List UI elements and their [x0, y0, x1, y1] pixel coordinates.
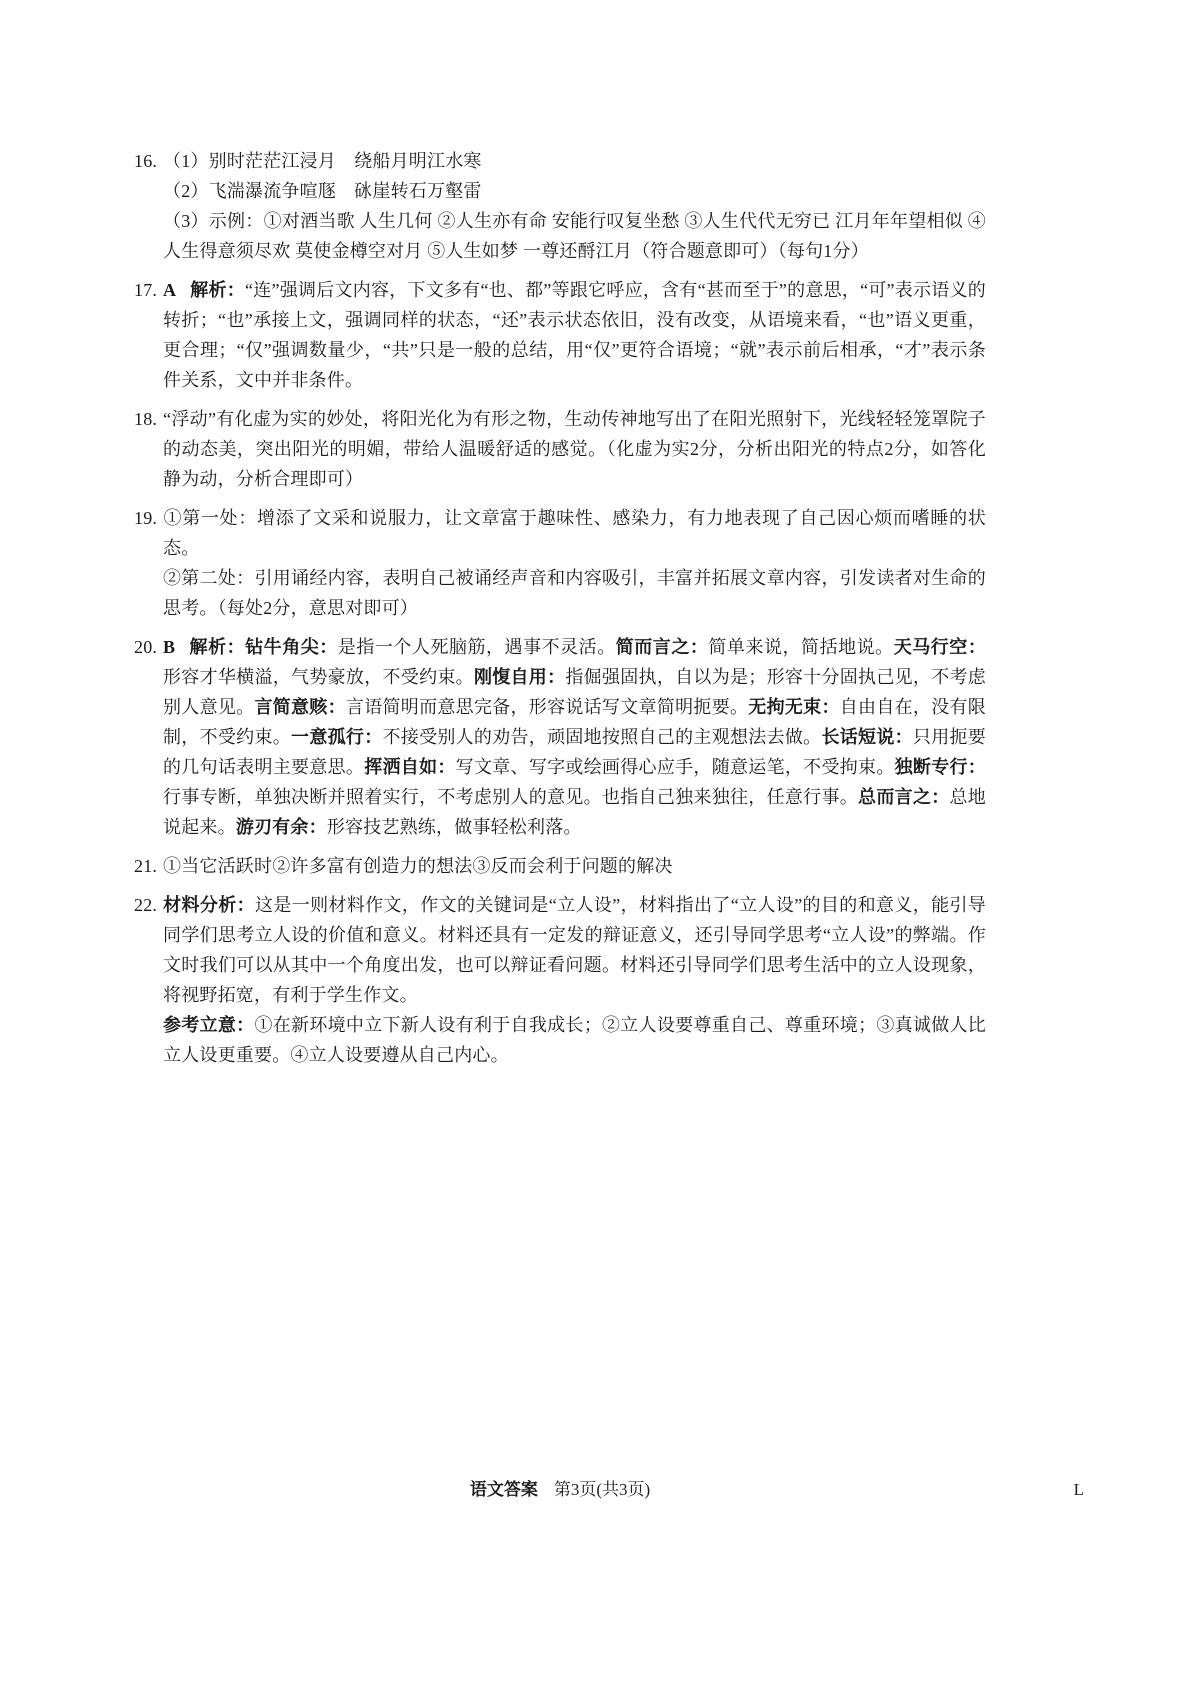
idiom-definition: 简单来说，简括地说。 [708, 637, 894, 657]
idiom-term: 独断专行： [894, 757, 987, 777]
footer-page-number: 第3页(共3页) [553, 1480, 651, 1499]
answer-22-material-analysis [134, 890, 987, 1010]
answer-21-body: ①当它活跃时②许多富有创造力的想法③反而会利于问题的解决 [163, 856, 673, 876]
question-number-19: 19. [134, 508, 158, 528]
answer-22-reference-ideas [163, 1010, 986, 1070]
question-number-17: 17. [134, 280, 158, 300]
answer-16-part-1: （1）别时茫茫江浸月 绕船月明江水寒 [163, 151, 482, 171]
answer-17-text [134, 275, 986, 395]
idiom-term: 挥洒自如： [364, 757, 456, 777]
answer-19-point-1: ①第一处：增添了文采和说服力，让文章富于趣味性、感染力，有力地表现了自己因心烦而嗜睡的状态。 [163, 508, 986, 558]
analysis-label: 解析： [189, 637, 246, 657]
footer-doc-title: 语文答案 [469, 1480, 538, 1499]
answer-17 [134, 275, 986, 395]
answer-20-choice: B [163, 637, 176, 657]
answer-16-part-2: （2）飞湍瀑流争喧豗 砯崖转石万壑雷 [163, 181, 482, 201]
answer-17-choice: A [163, 280, 177, 300]
reference-ideas-label: 参考立意： [163, 1015, 255, 1035]
answer-19-part-1 [134, 503, 986, 563]
idiom-term: 钻牛角尖： [245, 637, 338, 657]
question-number-21: 21. [134, 856, 158, 876]
idiom-definition: 自由自在，没有限制，不受约束。 [163, 697, 986, 747]
question-number-16: 16. [134, 151, 158, 171]
analysis-label: 解析： [190, 280, 245, 300]
answer-18 [134, 404, 986, 494]
answer-18-text [134, 404, 986, 494]
idiom-term: 总而言之： [858, 787, 950, 807]
idiom-definition: 形容技艺熟练，做事轻松利落。 [326, 817, 582, 837]
footer-text [134, 1478, 986, 1502]
material-analysis-text: 这是一则材料作文，作文的关键词是“立人设”，材料指出了“立人设”的目的和意义，能引导同学们思考立人设的价值和意义。材料还具有一定发的辩证意义，还引导同学思考“立人设”的弊端。作文时我们可以从其中一个角度出发，也可以辩证看问题。材料还引导同学们思考生活中的立人设现象，将视野拓宽，有利于学生作文。 [163, 895, 987, 1005]
answer-16-part-3: （3）示例：①对酒当歌 人生几何 ②人生亦有命 安能行叹复坐愁 ③人生代代无穷已 江月年年望相似 ④人生得意须尽欢 莫使金樽空对月 ⑤人生如梦 一尊还酹江月（符合题意即可）（每句1分） [163, 211, 986, 261]
idiom-term: 游刃有余： [235, 817, 327, 837]
answer-16-line-1 [134, 146, 986, 176]
idiom-term: 无拘无束： [748, 697, 840, 717]
idiom-definition: 是指一个人死脑筋，遇事不灵活。 [337, 637, 616, 657]
answer-20 [134, 632, 986, 842]
idiom-definition: 行事专断，单独决断并照着实行，不考虑别人的意见。也指自己独来独往，任意行事。 [163, 787, 859, 807]
idiom-definition: 不接受别人的劝告，顽固地按照自己的主观想法去做。 [382, 727, 822, 747]
answer-sheet-content [134, 146, 986, 1079]
answer-21-text [134, 851, 986, 881]
idiom-term: 一意孤行： [291, 727, 383, 747]
answer-17-analysis: “连”强调后文内容，下文多有“也、都”等跟它呼应，含有“甚而至于”的意思，“可”表示语义的转折；“也”承接上文，强调同样的状态，“还”表示状态依旧，没有改变，从语境来看，“也”语义更重，更合理；“仅”强调数量少，“共”只是一般的总结，用“仅”更符合语境；“就”表示前后相承，“才”表示条件关系，文中并非条件。 [163, 280, 986, 390]
idiom-term: 言简意赅： [254, 697, 346, 717]
idiom-term: 长话短说： [821, 727, 913, 747]
question-number-20: 20. [134, 637, 158, 657]
answer-22 [134, 890, 986, 1070]
question-number-18: 18. [134, 409, 158, 429]
idiom-definition: 总地说起来。 [163, 787, 986, 837]
answer-19-point-2: ②第二处：引用诵经内容，表明自己被诵经声音和内容吸引，丰富并拓展文章内容，引发读者对生命的思考。（每处2分，意思对即可） [163, 568, 986, 618]
idiom-definition: 形容才华横溢，气势豪放，不受约束。 [163, 667, 474, 687]
answer-19 [134, 503, 986, 623]
answer-21 [134, 851, 986, 881]
answer-18-body: “浮动”有化虚为实的妙处，将阳光化为有形之物，生动传神地写出了在阳光照射下，光线轻轻笼罩院子的动态美，突出阳光的明媚，带给人温暖舒适的感觉。（化虚为实2分，分析出阳光的特点2分，如答化静为动，分析合理即可） [163, 409, 986, 489]
idiom-definition: 写文章、写字或绘画得心应手，随意运笔，不受拘束。 [455, 757, 895, 777]
question-number-22: 22. [134, 895, 158, 915]
idiom-term: 天马行空： [893, 637, 987, 657]
material-analysis-label: 材料分析： [163, 895, 255, 915]
footer-version-mark: L [1073, 1480, 1084, 1499]
idiom-term: 刚愎自用： [473, 667, 566, 687]
reference-ideas-text: ①在新环境中立下新人设有利于自我成长；②立人设要尊重自己、尊重环境；③真诚做人比立人设更重要。④立人设要遵从自己内心。 [163, 1015, 987, 1065]
page-footer [0, 1478, 1200, 1502]
idiom-definition: 只用扼要的几句话表明主要意思。 [163, 727, 986, 777]
idiom-definition: 指倔强固执，自以为是；形容十分固执己见，不考虑别人意见。 [163, 667, 986, 717]
idiom-term: 简而言之： [615, 637, 709, 657]
idiom-definition: 言语简明而意思完备，形容说话写文章简明扼要。 [345, 697, 749, 717]
answer-16 [134, 146, 986, 266]
answer-20-text [134, 632, 987, 842]
